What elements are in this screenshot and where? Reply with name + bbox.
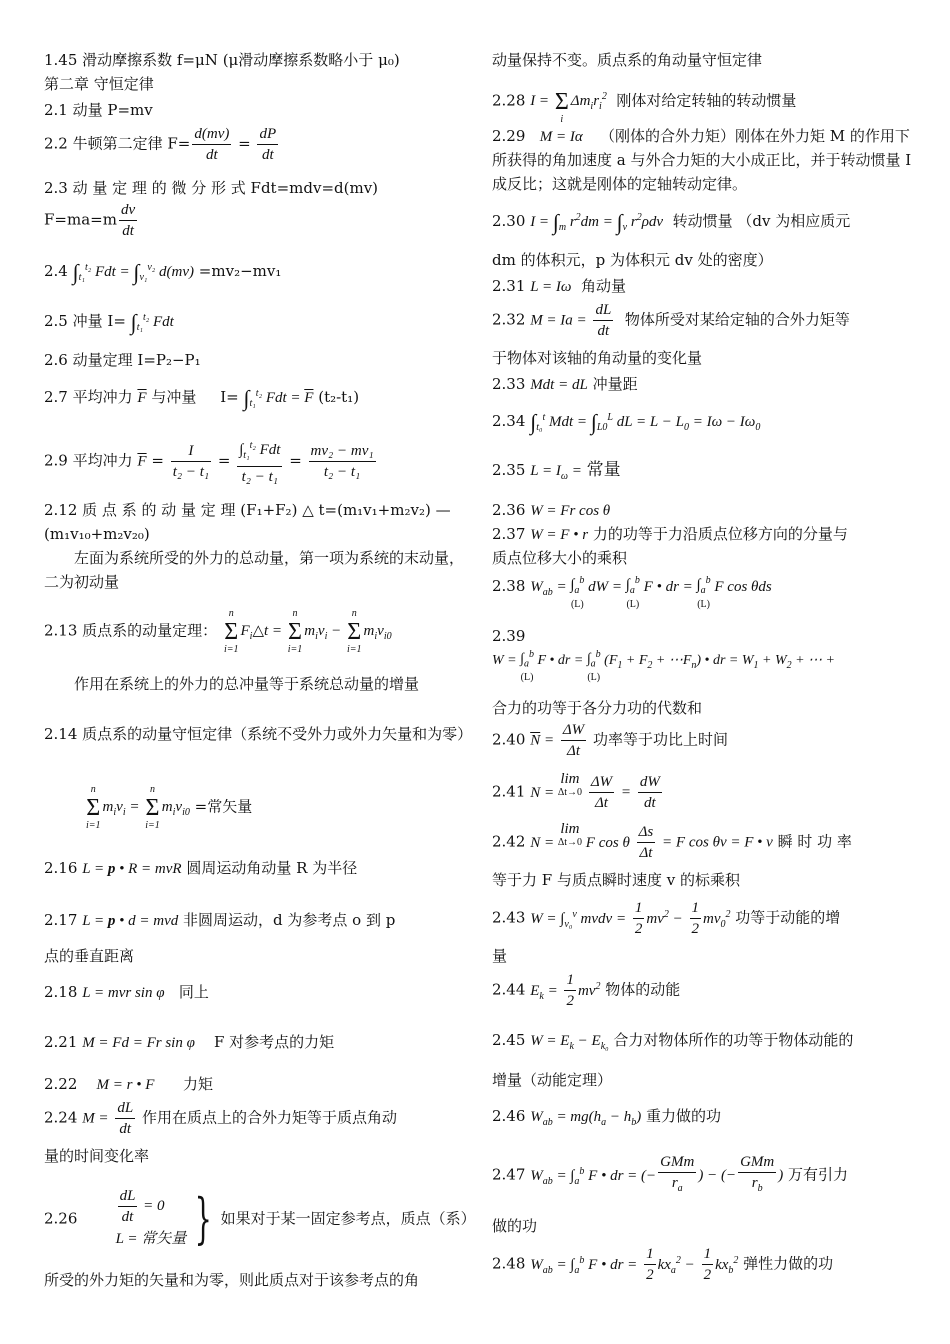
formula-2-45-cont xyxy=(492,1068,612,1092)
fraction: $\frac{\Delta W}{\Delta t}$ xyxy=(562,722,585,759)
formula-2-35: 2.35 $L = I_\omega$ = 常量 xyxy=(492,460,621,482)
formula-2-17-cont xyxy=(44,944,134,968)
text: 2.40 xyxy=(492,730,526,749)
text: 第二章 守恒定律 xyxy=(44,75,154,93)
text: 2.45 xyxy=(492,1031,526,1049)
chapter-heading xyxy=(44,72,154,96)
text: F=ma=m xyxy=(44,210,117,229)
text: 作用在系统上的外力的总冲量等于系统总动量的增量 xyxy=(74,675,420,693)
text: 合力对物体所作的功等于物体动能的 xyxy=(613,1031,854,1049)
paragraph-2-13 xyxy=(44,672,469,696)
text: 刚体对给定转轴的转动惯量 xyxy=(616,91,797,110)
text: 2.29 xyxy=(492,127,526,145)
text: 瞬 时 功 率 xyxy=(777,832,852,851)
formula-2-12-cont xyxy=(44,522,150,546)
paragraph-2-12 xyxy=(44,546,469,594)
fraction: $\frac{dL}{dt}$ xyxy=(595,302,612,339)
text: 2.48 xyxy=(492,1254,526,1273)
text: 力的功等于力沿质点位移方向的分量与 xyxy=(592,525,848,543)
text: 2.30 xyxy=(492,212,526,230)
formula-2-47: 2.47 $W_{ab} = \int_a^b$ F • dr = (− $\frac{\text{GMm}}{r_a}$ ) − (− $\frac{\text{GMm}}{r_b}$ ) 万有引力 xyxy=(492,1152,848,1199)
text: 角动量 xyxy=(581,277,627,295)
line-r01 xyxy=(492,48,762,72)
formula-2-37-cont xyxy=(492,546,627,570)
text: 2.34 xyxy=(492,412,526,430)
formula-2-12 xyxy=(44,498,451,522)
text: 重力做的功 xyxy=(646,1107,722,1125)
text: 于物体对该轴的角动量的变化量 xyxy=(492,349,703,367)
formula-2-34: 2.34 $\int_{t_0}^t$ Mdt = $\int_{L0}^L$ dL = $L - L_0 = I\omega - I\omega_0$ xyxy=(492,409,761,435)
text: 1.45 滑动摩擦系数 f=μN (μ滑动摩擦系数略小于 μ₀) xyxy=(44,51,400,69)
formula-2-38: 2.38 $W_{ab} = \int_a^b$ (L) dW = $\int_a^b$ (L) F • dr = $\int_a^b$ (L) F cos θds xyxy=(492,575,772,610)
formula-2-30: 2.30 $I = \int_m$ $r^2dm = \int_v$ $r^2\rho dv$ 转动惯量 （dv 为相应质元 xyxy=(492,209,851,235)
text: （刚体的合外力矩）刚体在外力矩 M 的作用下所获得的角加速度 a 与外合力矩的大小成正比，并于转动惯量 I 成反比；这就是刚体的定轴转动定律。 xyxy=(492,127,912,193)
fraction: $\frac{1}{2}$ xyxy=(634,900,643,937)
formula-2-37: 2.37 W = F • r 力的功等于力沿质点位移方向的分量与 xyxy=(492,525,848,543)
text: 做的功 xyxy=(492,1217,538,1235)
formula-2-48: 2.48 $W_{ab} = \int_a^b$ F • dr = $\frac{1}{2}$ $kx_a^2$ − $\frac{1}{2}$ $kx_b^2$ 弹性力做的功 xyxy=(492,1246,834,1283)
formula-2-43-cont xyxy=(492,944,507,968)
text: 2.1 动量 P=mv xyxy=(44,101,153,119)
formula-2-3-cont xyxy=(44,200,139,241)
text: F 对参考点的力矩 xyxy=(213,1033,335,1051)
text: 2.28 xyxy=(492,91,526,110)
formula-2-26: 2.26 $\frac{dL}{dt}$ = 0 L = 常矢量 } 如果对于某一固定参考点，质点（系） xyxy=(44,1186,476,1250)
formula-2-28: 2.28 I = Σ $i\Delta m_ir_i^2$ 刚体对给定转轴的转动惯量 xyxy=(492,89,797,125)
text: 如果对于某一固定参考点，质点（系） xyxy=(220,1209,476,1228)
text: 功等于动能的增 xyxy=(735,908,841,927)
formula-2-24-cont xyxy=(44,1144,149,1168)
text: 2.3 动 量 定 理 的 微 分 形 式 Fdt=mdv=d(mv) xyxy=(44,179,379,197)
fraction: $\frac{\text{mv₂ − mv₁}}{\text{t₂ − t₁}}$ xyxy=(310,443,374,480)
text: 2.5 冲量 I= xyxy=(44,312,126,330)
formula-2-4: 2.4 $\int_{t_1}^{t_2}$ Fdt = $\int_{v_1}^{v_2}$ d(mv) =mv₂−mv₁ xyxy=(44,259,282,285)
text: 质点位移大小的乘积 xyxy=(492,549,628,567)
formula-2-3 xyxy=(44,176,378,200)
formula-2-32: 2.32 M = Ia = $\frac{dL}{dt}$ 物体所受对某给定轴的合外力矩等 xyxy=(492,302,850,339)
text: 2.47 xyxy=(492,1165,526,1184)
text: 量 xyxy=(492,947,508,965)
text: 2.22 xyxy=(44,1075,78,1093)
fraction: $\frac{dL}{dt}$ xyxy=(119,1188,136,1225)
text: 2.31 xyxy=(492,277,526,295)
right-brace: } xyxy=(194,1186,213,1250)
text: 2.9 平均冲力 xyxy=(44,451,133,470)
formula-2-44: 2.44 $E_k$ = $\frac{1}{2}$ $mv^2$ 物体的动能 xyxy=(492,972,681,1009)
text: =mv₂−mv₁ xyxy=(198,262,282,280)
text: (m₁v₁₀+m₂v₂₀) xyxy=(44,525,150,543)
fraction: $\frac{I}{\text{t₂ − t₁}}$ xyxy=(172,443,210,480)
formula-2-42-cont xyxy=(492,868,740,892)
formula-2-22: 2.22 M = r • F 力矩 xyxy=(44,1075,213,1093)
text: 2.37 xyxy=(492,525,526,543)
text: (t₂-t₁) xyxy=(318,388,360,406)
text: 2.14 质点系的动量守恒定律（系统不受外力或外力矢量和为零） xyxy=(44,725,473,743)
text: 物体所受对某给定轴的合外力矩等 xyxy=(624,310,850,329)
text: 动量保持不变。质点系的角动量守恒定律 xyxy=(492,51,763,69)
text: 作用在质点上的合外力矩等于质点角动 xyxy=(141,1108,397,1127)
fraction: $\frac{\Delta s}{\Delta t}$ xyxy=(638,824,654,861)
formula-2-7: 2.7 平均冲力 $\overline{F}$ 与冲量 $I= \int_{t_1}^{t_2}$ Fdt = $\overline{F}$ (t₂-t₁) xyxy=(44,385,360,411)
text: 物体的动能 xyxy=(605,980,681,999)
text: 合力的功等于各分力功的代数和 xyxy=(492,699,703,717)
text: 同上 xyxy=(178,983,209,1001)
fraction: $\frac{1}{2}$ xyxy=(691,900,700,937)
formula-2-26-cont xyxy=(44,1268,419,1292)
formula-2-18: 2.18 L = mvr sin φ 同上 xyxy=(44,983,209,1001)
text: 2.2 牛顿第二定律 F= xyxy=(44,134,191,153)
formula-2-39-cont xyxy=(492,696,702,720)
fraction: $\frac{dP}{dt}$ xyxy=(259,126,277,163)
fraction: $\frac{1}{2}$ xyxy=(566,972,574,1009)
text: 2.6 动量定理 I=P₂−P₁ xyxy=(44,351,201,369)
text: dm 的体积元，p 为体积元 dv 处的密度） xyxy=(492,251,773,269)
formula-2-13: 2.13 质点系的动量定理： n Σ $i=1F_i\triangle t = n$ Σ $i=1m_iv_i - n$ Σ $i=1m_iv_{i0}$ xyxy=(44,608,392,655)
text: =常矢量 xyxy=(194,797,253,816)
fraction: $\frac{1}{2}$ xyxy=(646,1246,654,1283)
text: 转动惯量 （dv 为相应质元 xyxy=(672,212,851,230)
fraction: $\frac{\Delta W}{\Delta t}$ xyxy=(590,774,613,811)
formula-2-43: 2.43 $W = \int_{v_0}^v$ mvdv = $\frac{1}{2}$ $mv^2$ − $\frac{1}{2}$ $mv_0^2$ 功等于动能的增 xyxy=(492,900,841,937)
formula-2-39-eq: $W = \int_a^b$ (L) F • dr = $\int_a^b$ (L) ($F_1 + F_2$ + $\cdots F_n$) • dr = $W_1 + W_2$ + ⋯ + xyxy=(492,649,836,684)
text: 等于力 F 与质点瞬时速度 v 的标乘积 xyxy=(492,871,740,889)
text: 2.39 xyxy=(492,627,526,645)
formula-2-32-cont xyxy=(492,346,702,370)
formula-2-33: 2.33 Mdt = dL 冲量距 xyxy=(492,375,638,393)
formula-2-24: 2.24 M = $\frac{dL}{dt}$ 作用在质点上的合外力矩等于质点角动 xyxy=(44,1100,397,1137)
text: 量的时间变化率 xyxy=(44,1147,150,1165)
text: 非圆周运动，d 为参考点 o 到 p xyxy=(183,911,396,929)
text: 功率等于功比上时间 xyxy=(592,730,728,749)
text: 2.26 xyxy=(44,1209,78,1228)
formula-2-21: 2.21 M = Fd = Fr sin φ F 对参考点的力矩 xyxy=(44,1033,335,1051)
text: 2.4 xyxy=(44,262,68,280)
text: 圆周运动角动量 R 为半径 xyxy=(186,859,358,877)
text: 增量（动能定理） xyxy=(492,1071,613,1089)
fraction: $\frac{dW}{dt}$ xyxy=(639,774,660,811)
text: 2.17 xyxy=(44,911,78,929)
text: 2.21 xyxy=(44,1033,78,1051)
formula-2-16: 2.16 L = p • R = mvR 圆周运动角动量 R 为半径 xyxy=(44,859,358,877)
formula-2-41: 2.41 N = lim Δt→0 $\frac{\Delta W}{\Delta t}$ = $\frac{dW}{dt}$ xyxy=(492,771,660,811)
text: I= xyxy=(220,388,239,406)
formula-2-1 xyxy=(44,98,153,122)
fraction: $\frac{dL}{dt}$ xyxy=(117,1100,134,1137)
text: 2.13 质点系的动量定理： xyxy=(44,621,218,640)
formula-2-14-eq: n Σ $i=1m_iv_i = n$ Σ $i=1m_iv_{i0}$ =常矢量 xyxy=(86,784,253,831)
text: 点的垂直距离 xyxy=(44,947,135,965)
formula-2-36: 2.36 W = Fr cos θ xyxy=(492,501,611,519)
formula-2-9: 2.9 平均冲力 $\overline{F}$ = $\frac{I}{\text{t₂ − t₁}}$ = $\frac{\int_{t_1}^{t_2} Fdt}{\text{t₂ − t₁}}$ = $\frac{\text{mv₂ − mv₁}}{\text{t₂ − t₁}}$ xyxy=(44,436,378,487)
text: 力矩 xyxy=(182,1075,213,1093)
text: 常量 xyxy=(586,460,621,480)
text: 2.38 xyxy=(492,577,526,595)
text: 2.33 xyxy=(492,375,526,393)
fraction: $\frac{\int_{t_1}^{t_2} Fdt}{\text{t₂ − t₁}}$ xyxy=(237,436,282,487)
text: 所受的外力矩的矢量和为零，则此质点对于该参考点的角 xyxy=(44,1271,420,1289)
text: 2.36 xyxy=(492,501,526,519)
formula-2-2: 2.2 牛顿第二定律 F= $\frac{d(mv)}{dt}$ = $\frac{dP}{dt}$ xyxy=(44,126,277,163)
formula-2-17: 2.17 L = p • d = mvd 非圆周运动，d 为参考点 o 到 p xyxy=(44,911,396,929)
text: 2.41 xyxy=(492,782,526,801)
formula-2-47-cont xyxy=(492,1214,537,1238)
formula-2-39 xyxy=(492,624,525,648)
text: 2.43 xyxy=(492,908,526,927)
paragraph-2-29 xyxy=(492,124,922,196)
formula-2-14 xyxy=(44,722,473,746)
formula-2-42: 2.42 N = lim Δt→0 F cos θ $\frac{\Delta s}{\Delta t}$ = F cos θv = F • v 瞬 时 功 率 xyxy=(492,821,852,861)
fraction: $\frac{1}{2}$ xyxy=(703,1246,712,1283)
formula-2-5: 2.5 冲量 $I= \int_{t_1}^{t_2}$ Fdt xyxy=(44,309,174,335)
fraction: $\frac{\text{GMm}}{r_b}$ xyxy=(740,1154,775,1194)
text: 2.32 xyxy=(492,310,526,329)
text: 2.24 xyxy=(44,1108,78,1127)
line-1-45 xyxy=(44,48,400,72)
text: 左面为系统所受的外力的总动量，第一项为系统的末动量，二为初动量 xyxy=(44,549,465,591)
text: 弹性力做的功 xyxy=(743,1254,834,1273)
text: 2.46 xyxy=(492,1107,526,1125)
text: 2.12 质 点 系 的 动 量 定 理 (F₁+F₂) △ t=(m₁v₁+m₂v₂) — xyxy=(44,501,451,519)
text: 与冲量 xyxy=(151,388,197,406)
formula-2-29: 2.29 M = Iα xyxy=(492,127,583,145)
fraction: $\frac{dv}{dt}$ xyxy=(120,202,136,239)
formula-2-6 xyxy=(44,348,201,372)
text: 2.18 xyxy=(44,983,78,1001)
text: 2.35 xyxy=(492,461,526,479)
text: 万有引力 xyxy=(788,1165,849,1184)
formula-2-31: 2.31 L = Iω 角动量 xyxy=(492,277,627,295)
fraction: $\frac{d(mv)}{dt}$ xyxy=(194,126,230,163)
text: 2.44 xyxy=(492,980,526,999)
formula-2-30-cont xyxy=(492,248,773,272)
fraction: $\frac{\text{GMm}}{r_a}$ xyxy=(660,1154,695,1194)
formula-2-40: 2.40 $\overline{N}$ = $\frac{\Delta W}{\Delta t}$ 功率等于功比上时间 xyxy=(492,722,728,759)
text: 2.7 平均冲力 xyxy=(44,388,133,406)
formula-2-45: 2.45 $W = E_k - E_{k_0}$ 合力对物体所作的功等于物体动能的 xyxy=(492,1031,854,1052)
text: L = 常矢量 xyxy=(115,1231,187,1247)
text: 2.16 xyxy=(44,859,78,877)
formula-2-46: 2.46 $W_{ab} = mg(h_a - h_b)$ 重力做的功 xyxy=(492,1107,722,1128)
text: 冲量距 xyxy=(592,375,638,393)
text: 2.42 xyxy=(492,832,526,851)
